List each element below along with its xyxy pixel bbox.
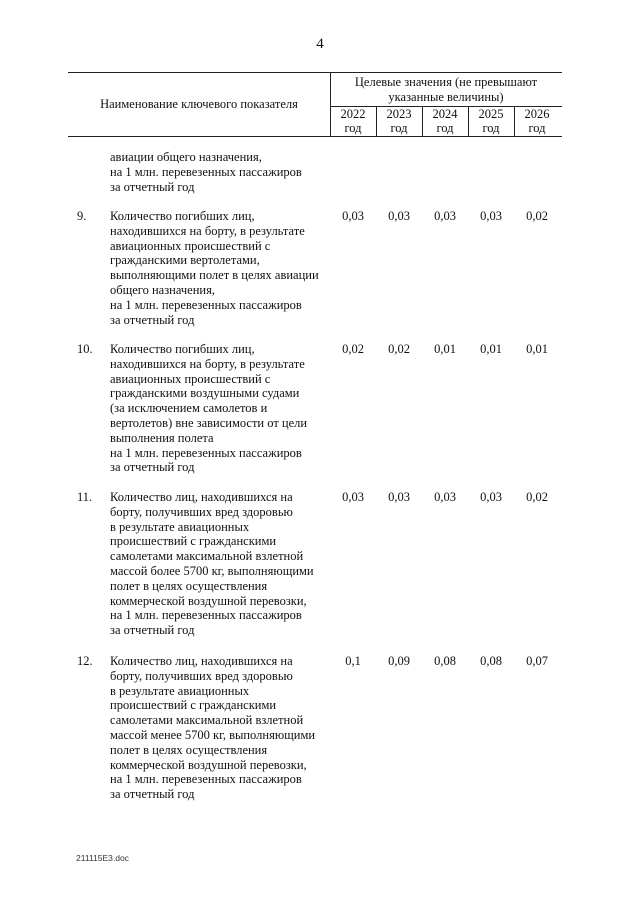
value-2022: 0,02 [342,342,364,356]
value-2024: 0,03 [434,209,456,223]
row-number: 10. [77,342,93,356]
year-unit: год [528,121,546,135]
year-label: 2026 [524,107,550,121]
indicator-label: Количество погибших лиц, находившихся на борту, в результате авиационных происшествий с гражданскими вертолетами, выполняющими полет в целях авиации общего назначения, на 1 млн. перевезенных пассажиров за отчетный год [110,209,319,327]
year-unit: год [482,121,500,135]
year-header-2023 [376,107,422,136]
year-unit: год [390,121,408,135]
row-number: 12. [77,654,93,668]
year-label: 2023 [386,107,412,121]
value-2022: 0,03 [342,490,364,504]
value-2022: 0,1 [345,654,361,668]
value-2026: 0,01 [526,342,548,356]
year-label: 2025 [478,107,504,121]
year-unit: год [344,121,362,135]
year-header-2025 [468,107,514,136]
value-2026: 0,07 [526,654,548,668]
value-2024: 0,08 [434,654,456,668]
value-2023: 0,03 [388,490,410,504]
year-header-2024 [422,107,468,136]
year-header-2026 [514,107,560,136]
indicator-label: Количество лиц, находившихся на борту, получивших вред здоровью в результате авиационных происшествий с гражданскими самолетами максимальной взлетной массой более 5700 кг, выполняющими полет в целях осуществления коммерческой воздушной перевозки, на 1 млн. перевезенных пассажиров за отчетный год [110,490,314,638]
indicator-label: авиации общего назначения, на 1 млн. перевезенных пассажиров за отчетный год [110,150,302,194]
document-filename: 211115E3.doc [76,853,129,863]
value-2026: 0,02 [526,209,548,223]
value-2025: 0,08 [480,654,502,668]
value-2024: 0,01 [434,342,456,356]
value-2024: 0,03 [434,490,456,504]
value-2023: 0,03 [388,209,410,223]
value-2025: 0,03 [480,209,502,223]
table-header [68,72,562,137]
value-2025: 0,01 [480,342,502,356]
indicator-name-header: Наименование ключевого показателя [100,97,298,111]
page-number: 4 [316,36,324,52]
value-2023: 0,09 [388,654,410,668]
row-number: 9. [77,209,87,223]
year-label: 2024 [432,107,458,121]
year-header-2022 [330,107,376,136]
indicator-label: Количество погибших лиц, находившихся на борту, в результате авиационных происшествий с гражданскими воздушными судами (за исключением самолетов и вертолетов) вне зависимости от цели выполнения полета на 1 млн. перевезенных пассажиров за отчетный год [110,342,308,475]
value-2022: 0,03 [342,209,364,223]
year-label: 2022 [340,107,366,121]
targets-title: Целевые значения (не превышают указанные величины) [354,75,538,104]
value-2023: 0,02 [388,342,410,356]
value-2026: 0,02 [526,490,548,504]
row-number: 11. [77,490,93,504]
value-2025: 0,03 [480,490,502,504]
year-unit: год [436,121,454,135]
indicator-label: Количество лиц, находившихся на борту, получивших вред здоровью в результате авиационных происшествий с гражданскими самолетами максимальной взлетной массой менее 5700 кг, выполняющими полет в целях осуществления коммерческой воздушной перевозки, на 1 млн. перевезенных пассажиров за отчетный год [110,654,316,802]
